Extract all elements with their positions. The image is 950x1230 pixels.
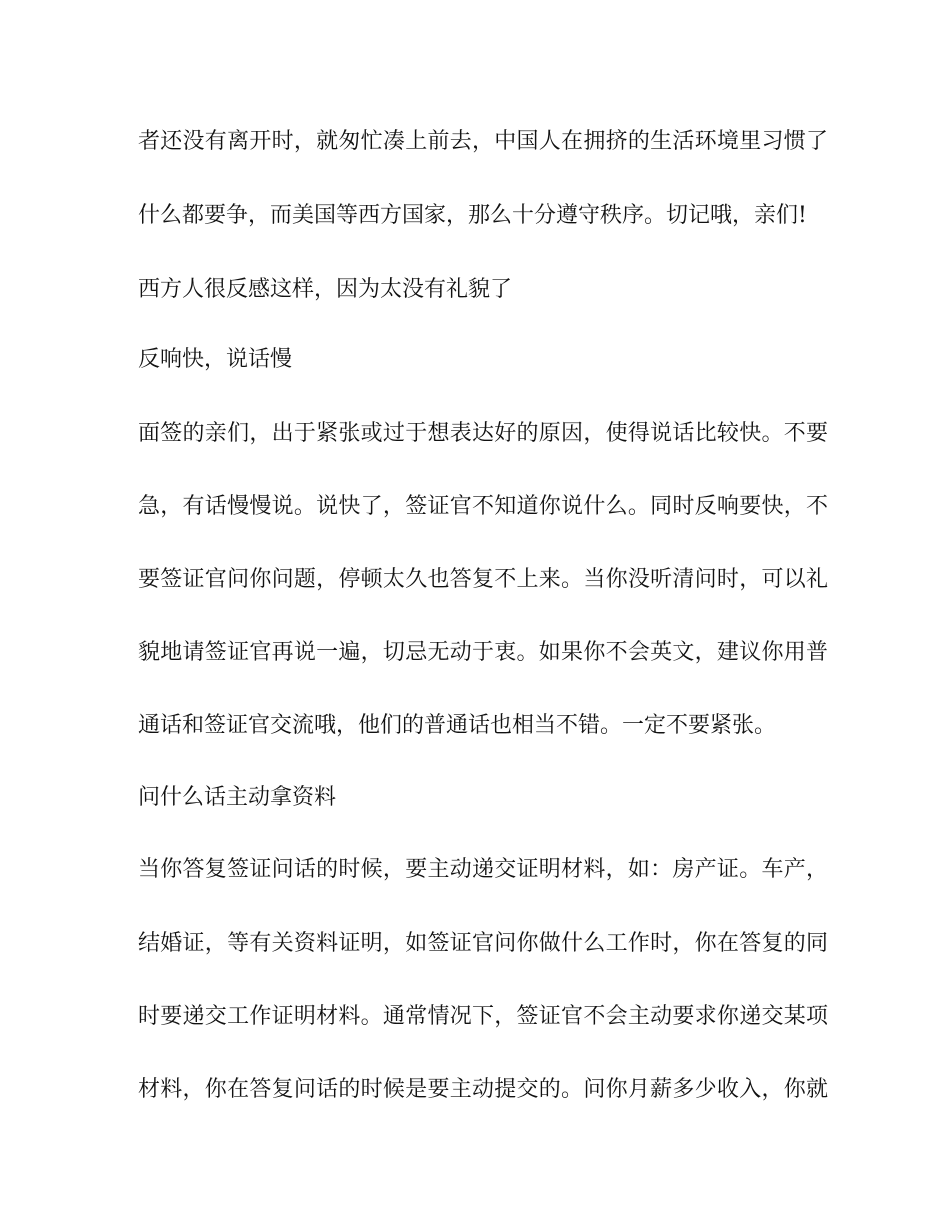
paragraph-line: 面签的亲们，出于紧张或过于想表达好的原因，使得说话比较快。不要	[138, 421, 828, 446]
paragraph-line: 急，有话慢慢说。说快了，签证官不知道你说什么。同时反响要快，不	[138, 494, 828, 519]
paragraph-line: 要签证官问你问题，停顿太久也答复不上来。当你没听清问时，可以礼	[138, 567, 828, 592]
paragraph-line: 什么都要争，而美国等西方国家，那么十分遵守秩序。切记哦，亲们!	[138, 203, 807, 228]
paragraph-line: 者还没有离开时，就匆忙凑上前去，中国人在拥挤的生活环境里习惯了	[138, 129, 828, 154]
section-heading: 反响快，说话慢	[138, 347, 293, 372]
paragraph-line: 貌地请签证官再说一遍，切忌无动于衷。如果你不会英文，建议你用普	[138, 640, 828, 665]
section-heading: 问什么话主动拿资料	[138, 785, 337, 810]
paragraph-line: 通话和签证官交流哦，他们的普通话也相当不错。一定不要紧张。	[138, 713, 777, 738]
paragraph-line: 西方人很反感这样，因为太没有礼貌了	[138, 277, 513, 302]
paragraph-line: 时要递交工作证明材料。通常情况下，签证官不会主动要求你递交某项	[138, 1004, 828, 1029]
paragraph-line: 当你答复签证问话的时候，要主动递交证明材料，如：房产证。车产，	[138, 857, 828, 882]
paragraph-line: 结婚证，等有关资料证明，如签证官问你做什么工作时，你在答复的同	[138, 931, 828, 956]
paragraph-line: 材料，你在答复问话的时候是要主动提交的。问你月薪多少收入，你就	[138, 1077, 828, 1102]
